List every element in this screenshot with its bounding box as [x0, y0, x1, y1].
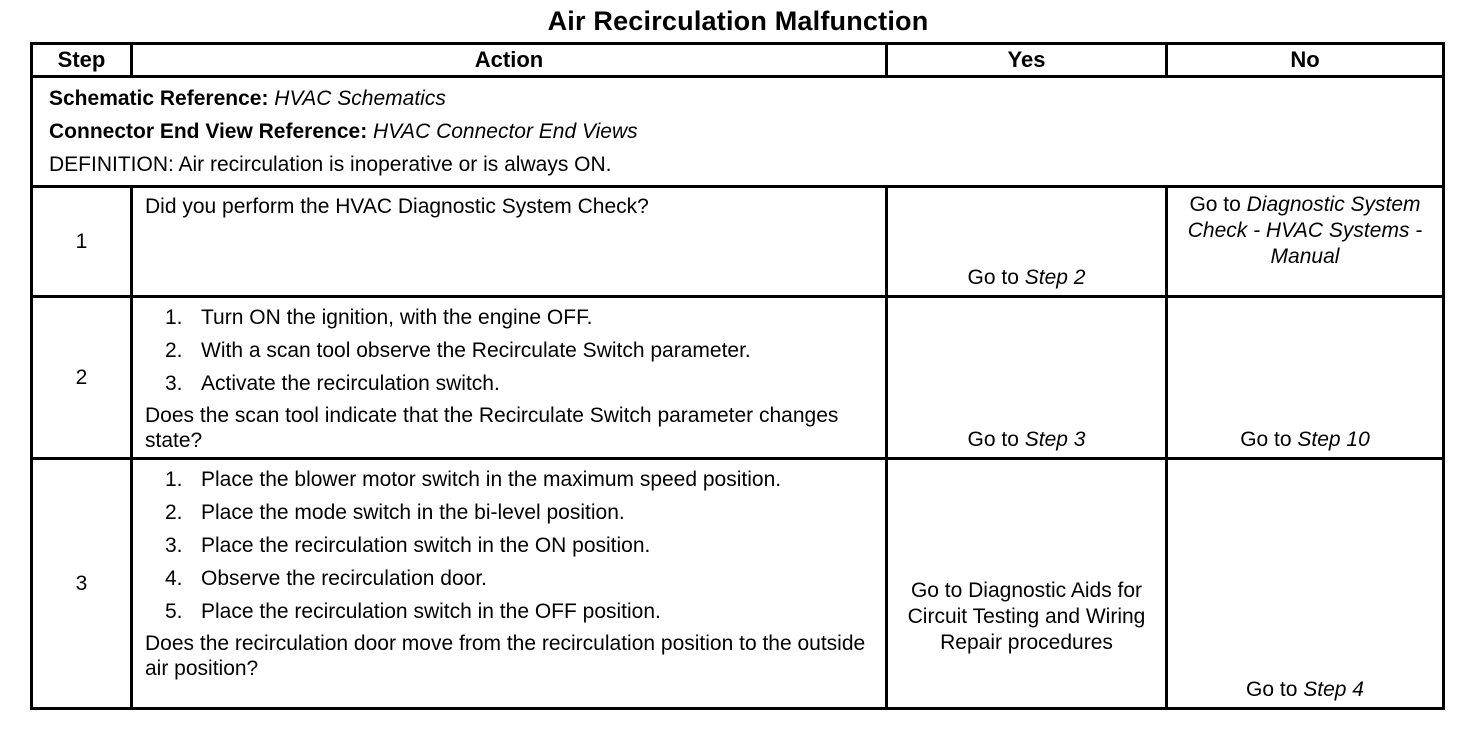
step-number: 2 — [32, 297, 132, 459]
yes-goto-prefix: Go to — [967, 266, 1025, 289]
action-cell — [132, 187, 887, 297]
action-text: Place the mode switch in the bi-level position. — [201, 501, 625, 524]
action-cell — [132, 297, 887, 459]
action-number: 4. — [165, 567, 183, 590]
action-text: Turn ON the ignition, with the engine OFF. — [201, 306, 593, 329]
yes-cell — [887, 459, 1167, 709]
action-text: Observe the recirculation door. — [201, 567, 487, 590]
step-row — [32, 459, 1444, 709]
schematic-reference-link[interactable]: HVAC Schematics — [274, 87, 446, 110]
action-item — [145, 532, 877, 559]
connector-reference-link[interactable]: HVAC Connector End Views — [373, 120, 638, 143]
action-number: 3. — [165, 534, 183, 557]
yes-cell — [887, 187, 1167, 297]
no-cell — [1167, 297, 1444, 459]
definition: DEFINITION: Air recirculation is inoperative or is always ON. — [49, 153, 612, 176]
yes-goto-link[interactable]: Go to Diagnostic Aids for Circuit Testing and Wiring Repair procedures — [907, 579, 1146, 654]
no-goto-prefix: Go to — [1240, 428, 1298, 451]
schematic-reference-label: Schematic Reference: — [49, 87, 269, 110]
no-goto-link[interactable]: Diagnostic System Check - HVAC Systems - Manual — [1187, 193, 1423, 268]
step-question: Does the recirculation door move from the recirculation position to the outside air position? — [145, 632, 866, 680]
no-cell — [1167, 187, 1444, 297]
header-yes: Yes — [887, 44, 1167, 77]
action-text: Place the recirculation switch in the OFF position. — [201, 600, 661, 623]
no-goto-prefix: Go to — [1189, 193, 1247, 216]
action-number: 2. — [165, 501, 183, 524]
step-number: 1 — [32, 187, 132, 297]
action-item — [145, 370, 877, 397]
connector-reference — [49, 115, 1442, 148]
action-list — [145, 304, 877, 397]
header-no: No — [1167, 44, 1444, 77]
action-number: 5. — [165, 600, 183, 623]
action-list — [145, 466, 877, 625]
header-row — [32, 44, 1444, 77]
no-goto-prefix: Go to — [1246, 678, 1304, 701]
action-item — [145, 466, 877, 493]
step-question: Did you perform the HVAC Diagnostic System Check? — [145, 195, 649, 218]
action-text: With a scan tool observe the Recirculate Switch parameter. — [201, 339, 751, 362]
yes-goto-prefix: Go to — [967, 428, 1025, 451]
reference-cell — [32, 77, 1444, 187]
action-item — [145, 304, 877, 331]
no-cell — [1167, 459, 1444, 709]
yes-goto-link[interactable]: Step 3 — [1024, 428, 1086, 451]
schematic-reference — [49, 82, 1442, 115]
action-item — [145, 598, 877, 625]
action-text: Place the recirculation switch in the ON position. — [201, 534, 651, 557]
action-item — [145, 499, 877, 526]
action-number: 1. — [165, 306, 183, 329]
action-number: 3. — [165, 372, 183, 395]
action-text: Activate the recirculation switch. — [201, 372, 500, 395]
header-step: Step — [32, 44, 132, 77]
no-goto-link[interactable]: Step 10 — [1297, 428, 1370, 451]
step-row — [32, 187, 1444, 297]
no-goto-link[interactable]: Step 4 — [1303, 678, 1364, 701]
diagnostic-table — [30, 42, 1445, 710]
step-number: 3 — [32, 459, 132, 709]
action-number: 1. — [165, 468, 183, 491]
yes-goto-link[interactable]: Step 2 — [1024, 266, 1086, 289]
action-text: Place the blower motor switch in the maximum speed position. — [201, 468, 782, 491]
step-question: Does the scan tool indicate that the Recirculate Switch parameter changes state? — [145, 404, 839, 452]
yes-cell — [887, 297, 1167, 459]
reference-row — [32, 77, 1444, 187]
connector-reference-label: Connector End View Reference: — [49, 120, 368, 143]
action-cell — [132, 459, 887, 709]
header-action: Action — [132, 44, 887, 77]
page-title: Air Recirculation Malfunction — [547, 6, 929, 36]
action-number: 2. — [165, 339, 183, 362]
action-item — [145, 337, 877, 364]
step-row — [32, 297, 1444, 459]
action-item — [145, 565, 877, 592]
